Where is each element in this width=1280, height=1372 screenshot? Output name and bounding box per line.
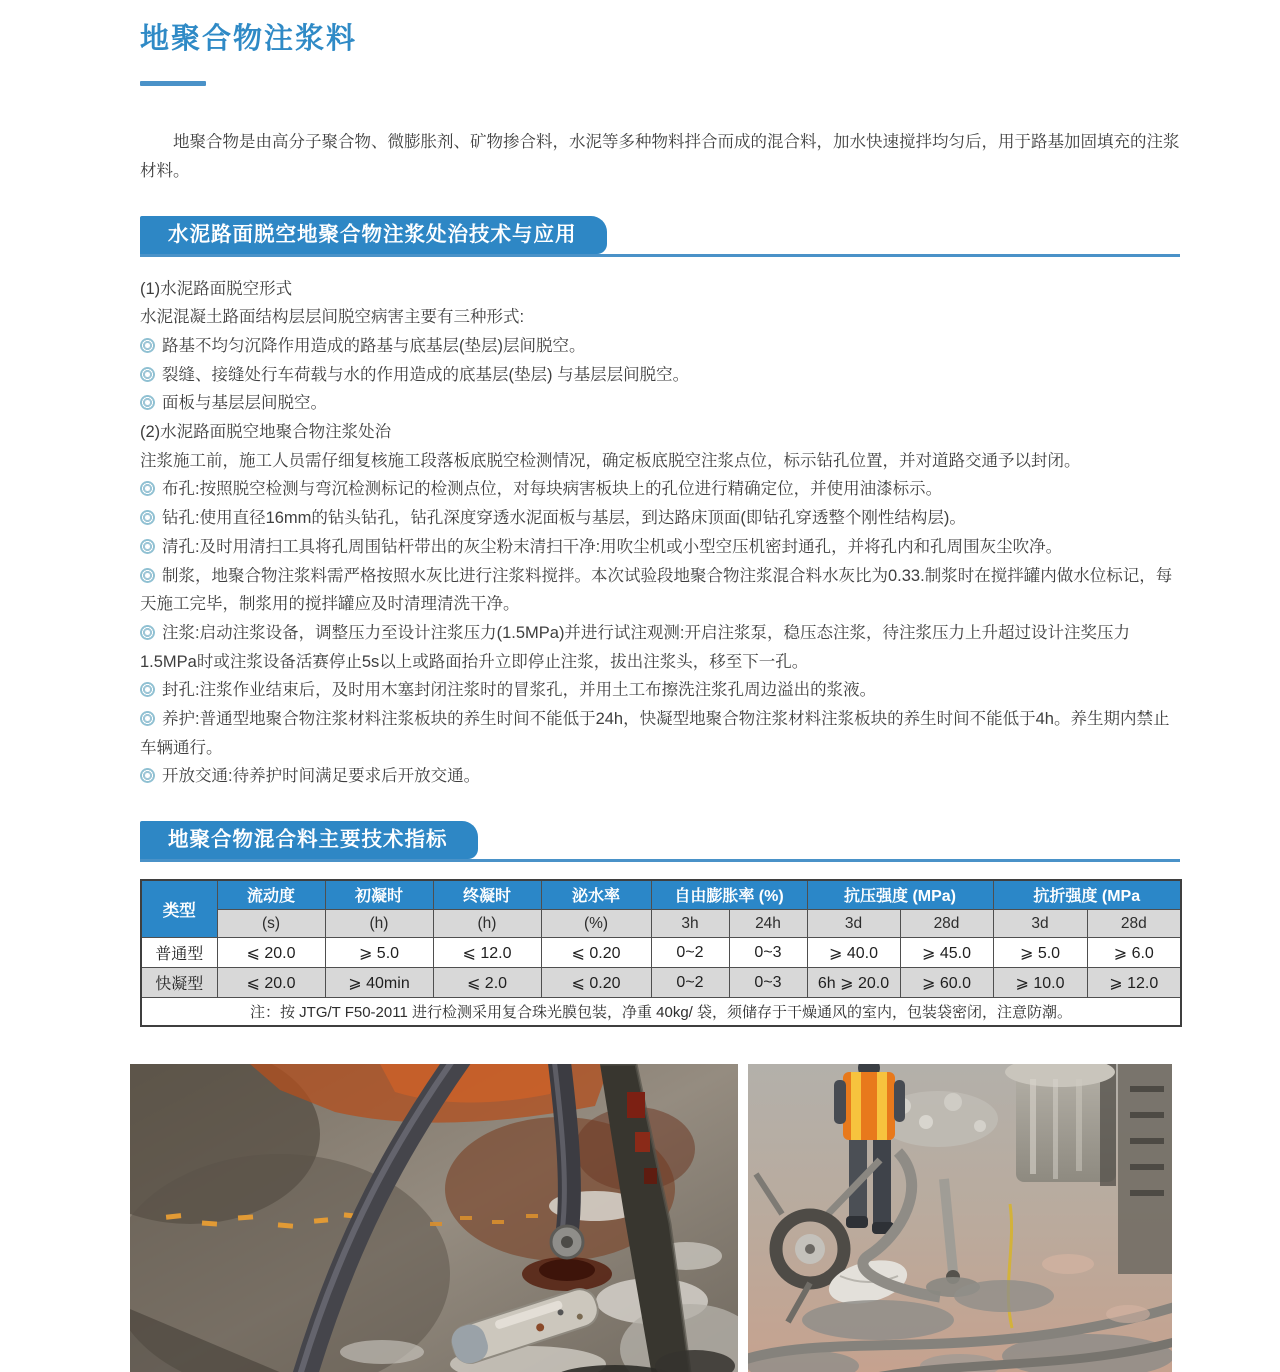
- table-cell: ⩾ 10.0: [993, 968, 1087, 998]
- body-line: [140, 562, 1180, 619]
- table-cell: ⩽ 0.20: [541, 938, 651, 968]
- table-cell: ⩾ 5.0: [993, 938, 1087, 968]
- table-cell: ⩾ 45.0: [900, 938, 993, 968]
- table-header-cell: 3d: [993, 910, 1087, 938]
- table-header-cell: 抗折强度 (MPa: [993, 880, 1181, 910]
- section1-banner-row: [140, 216, 1180, 257]
- table-row-ordinary-type: [141, 938, 1181, 968]
- ring-bullet-icon: [140, 510, 155, 525]
- ring-bullet-icon: [140, 539, 155, 554]
- body-line: [140, 303, 1180, 332]
- table-header-row-2: [141, 910, 1181, 938]
- section2-banner: [140, 821, 478, 859]
- intro-paragraph: 地聚合物是由高分子聚合物、微膨胀剂、矿物掺合料，水泥等多种物料拌合而成的混合料，加水快速搅拌均匀后，用于路基加固填充的注浆材料。: [140, 133, 1180, 180]
- body-line: [140, 619, 1180, 676]
- table-cell: 0~3: [729, 968, 807, 998]
- body-line: [140, 705, 1180, 762]
- table-header-cell: (s): [217, 910, 325, 938]
- body-line: [140, 275, 1180, 304]
- table-header-cell: 28d: [900, 910, 993, 938]
- body-line-text: (2)水泥路面脱空地聚合物注浆处治: [140, 423, 392, 442]
- table-cell: ⩾ 6.0: [1087, 938, 1181, 968]
- body-line-text: 钻孔:使用直径16mm的钻头钻孔，钻孔深度穿透水泥面板与基层，到达路床顶面(即钻孔穿透整个刚性结构层)。: [162, 509, 966, 528]
- body-line-text: 布孔:按照脱空检测与弯沉检测标记的检测点位，对每块病害板块上的孔位进行精确定位，并使用油漆标示。: [162, 480, 943, 499]
- table-row-rapid-type: [141, 968, 1181, 998]
- body-line-text: (1)水泥路面脱空形式: [140, 279, 293, 298]
- page-title: 地聚合物注浆料: [140, 23, 358, 55]
- table-header-cell: 3h: [651, 910, 729, 938]
- ring-bullet-icon: [140, 481, 155, 496]
- table-header-cell: 3d: [807, 910, 900, 938]
- table-cell: ⩽ 2.0: [433, 968, 541, 998]
- table-header-cell: 抗压强度 (MPa): [807, 880, 993, 910]
- body-line: [140, 332, 1180, 361]
- body-line-text: 路基不均匀沉降作用造成的路基与底基层(垫层)层间脱空。: [162, 336, 586, 355]
- table-header-cell: 初凝时: [325, 880, 433, 910]
- body-line: [140, 676, 1180, 705]
- table-cell: ⩽ 12.0: [433, 938, 541, 968]
- body-line: [140, 389, 1180, 418]
- table-header-cell: (h): [433, 910, 541, 938]
- body-line-text: 面板与基层层间脱空。: [162, 394, 327, 413]
- table-note: 注：按 JTG/T F50-2011 进行检测采用复合珠光膜包装，净重 40kg/ 袋，须储存于干燥通风的室内，包装袋密闭，注意防潮。: [141, 998, 1181, 1026]
- body-line: [140, 447, 1180, 476]
- table-cell: ⩽ 20.0: [217, 968, 325, 998]
- body-line-text: 注浆:启动注浆设备，调整压力至设计注浆压力(1.5MPa)并进行试注观测:开启注浆泵，稳压态注浆，待注浆压力上升超过设计注奖压力1.5MPa时或注浆设备活赛停止5s以上或路面抬升立即停止注浆，拔出注浆头，移至下一孔。: [140, 623, 1131, 671]
- table-cell: ⩾ 12.0: [1087, 968, 1181, 998]
- body-line-text: 注浆施工前，施工人员需仔细复核施工段落板底脱空检测情况，确定板底脱空注浆点位，标示钻孔位置，并对道路交通予以封闭。: [140, 451, 1081, 470]
- table-cell: 6h ⩾ 20.0: [807, 968, 900, 998]
- body-line: [140, 762, 1180, 791]
- table-header-cell: 28d: [1087, 910, 1181, 938]
- table-cell: ⩾ 5.0: [325, 938, 433, 968]
- section1-banner: [140, 216, 607, 254]
- photo-row: [130, 1064, 1280, 1372]
- table-header-cell: 终凝时: [433, 880, 541, 910]
- table-header-cell: 24h: [729, 910, 807, 938]
- table-header-cell: (%): [541, 910, 651, 938]
- table-cell: ⩾ 60.0: [900, 968, 993, 998]
- table-cell: ⩽ 0.20: [541, 968, 651, 998]
- table-cell: 0~2: [651, 938, 729, 968]
- table-header-cell: 流动度: [217, 880, 325, 910]
- ring-bullet-icon: [140, 395, 155, 410]
- body-line-text: 裂缝、接缝处行车荷载与水的作用造成的底基层(垫层) 与基层层间脱空。: [162, 365, 690, 384]
- body-line-text: 清孔:及时用清扫工具将孔周围钻杆带出的灰尘粉末清扫干净:用吹尘机或小型空压机密封通孔，并将孔内和孔周围灰尘吹净。: [162, 537, 1063, 556]
- table-header-cell: (h): [325, 910, 433, 938]
- section2-banner-label: 地聚合物混合料主要技术指标: [168, 828, 448, 852]
- body-line: [140, 504, 1180, 533]
- body-line-text: 水泥混凝土路面结构层层间脱空病害主要有三种形式:: [140, 308, 525, 327]
- section1-banner-label: 水泥路面脱空地聚合物注浆处治技术与应用: [168, 223, 577, 246]
- body-line: [140, 533, 1180, 562]
- section1-body: [140, 275, 1180, 792]
- table-cell: 0~3: [729, 938, 807, 968]
- body-line: [140, 361, 1180, 390]
- title-underline-decoration: [140, 81, 206, 86]
- table-header-cell: 类型: [141, 880, 217, 938]
- table-header-cell: 自由膨胀率 (%): [651, 880, 807, 910]
- ring-bullet-icon: [140, 768, 155, 783]
- table-cell: ⩾ 40min: [325, 968, 433, 998]
- body-line-text: 制浆，地聚合物注浆料需严格按照水灰比进行注浆料搅拌。本次试验段地聚合物注浆混合料水灰比为0.33.制浆时在搅拌罐内做水位标记，每天施工完毕，制浆用的搅拌罐应及时清理清洗干净。: [140, 566, 1173, 614]
- table-cell: 普通型: [141, 938, 217, 968]
- ring-bullet-icon: [140, 367, 155, 382]
- table-note-row: [141, 998, 1181, 1026]
- photo-left-frame: [130, 1064, 738, 1372]
- body-line-text: 养护:普通型地聚合物注浆材料注浆板块的养生时间不能低于24h，快凝型地聚合物注浆材料注浆板块的养生时间不能低于4h。养生期内禁止车辆通行。: [140, 710, 1170, 757]
- body-line: [140, 418, 1180, 447]
- grouting-hose-on-cracked-pavement-photo: [130, 1064, 738, 1372]
- table-cell: ⩾ 40.0: [807, 938, 900, 968]
- ring-bullet-icon: [140, 338, 155, 353]
- body-line-text: 封孔:注浆作业结束后，及时用木塞封闭注浆时的冒浆孔，并用土工布擦洗注浆孔周边溢出的浆液。: [162, 681, 877, 700]
- ring-bullet-icon: [140, 625, 155, 640]
- ring-bullet-icon: [140, 568, 155, 583]
- table-cell: 快凝型: [141, 968, 217, 998]
- technical-spec-table: [140, 879, 1182, 1027]
- table-cell: 0~2: [651, 968, 729, 998]
- table-header-row-1: [141, 880, 1181, 910]
- grouting-construction-site-photo: [748, 1064, 1172, 1372]
- ring-bullet-icon: [140, 711, 155, 726]
- table-cell: ⩽ 20.0: [217, 938, 325, 968]
- section2-banner-row: [140, 821, 1180, 862]
- photo-right-frame: [748, 1064, 1172, 1372]
- body-line: [140, 475, 1180, 504]
- table-header-cell: 泌水率: [541, 880, 651, 910]
- ring-bullet-icon: [140, 682, 155, 697]
- body-line-text: 开放交通:待养护时间满足要求后开放交通。: [162, 767, 481, 786]
